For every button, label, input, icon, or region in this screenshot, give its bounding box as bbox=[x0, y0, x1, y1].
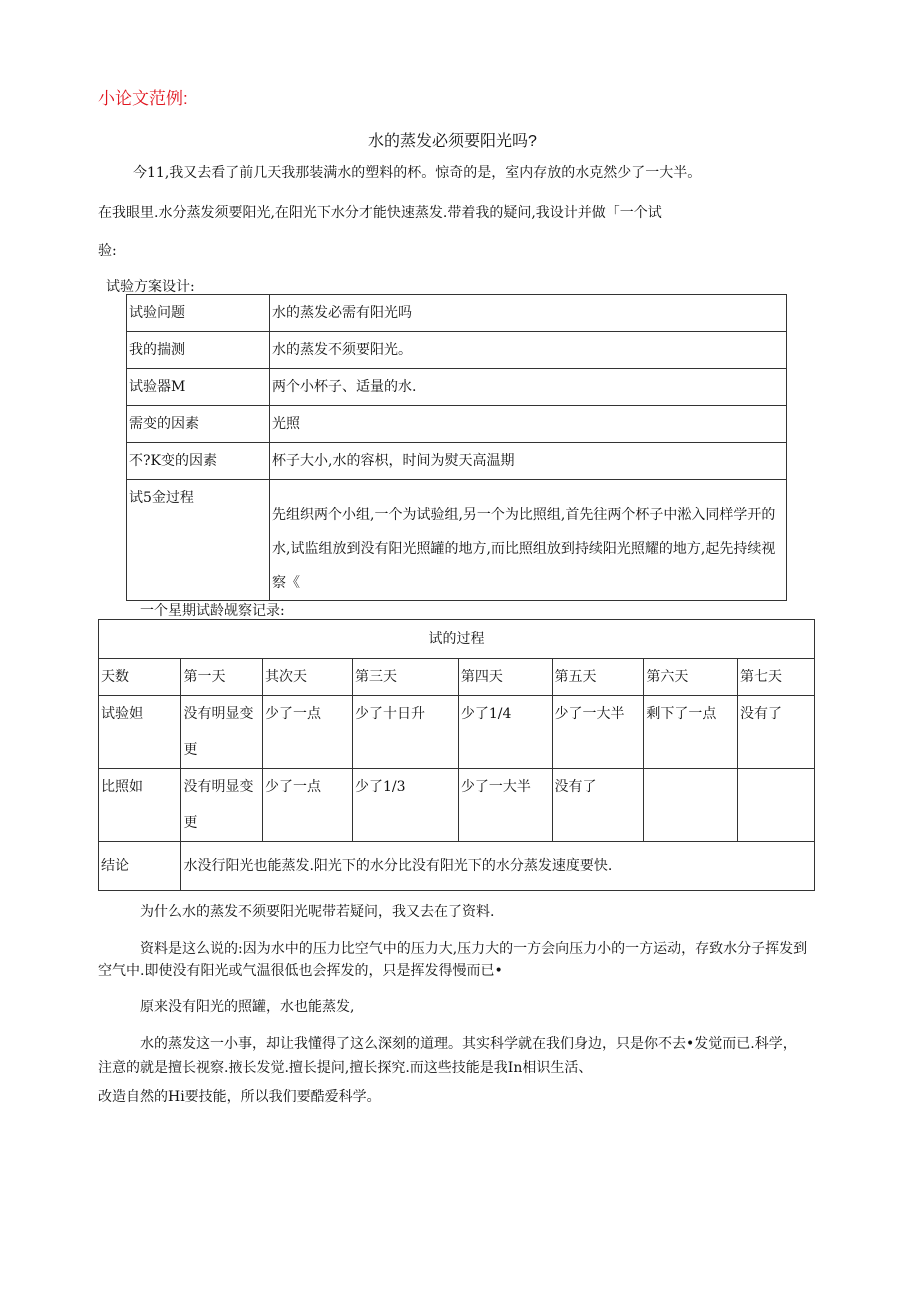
essay-title: 水的蒸发必须要阳光吗? bbox=[368, 133, 537, 150]
plan-key: 试5金过程 bbox=[127, 480, 270, 601]
record-cell: 没有明显变更 bbox=[181, 696, 263, 769]
paragraph-3: 原来没有阳光的照罐，水也能蒸发, bbox=[140, 999, 355, 1015]
record-cell: 没有明显变更 bbox=[181, 769, 263, 842]
intro-line-3: 验: bbox=[98, 243, 117, 259]
plan-value: 水的蒸发不须要阳光。 bbox=[270, 332, 787, 369]
plan-value: 两个小杯子、适量的水. bbox=[270, 369, 787, 406]
conclusion-text: 水没行阳光也能蒸发.阳光下的水分比没有阳光下的水分蒸发速度要快. bbox=[181, 842, 815, 891]
record-cell: 剩下了一点 bbox=[644, 696, 738, 769]
plan-key: 试验器M bbox=[127, 369, 270, 406]
plan-row bbox=[127, 406, 787, 443]
record-cell: 少了一大半 bbox=[458, 769, 552, 842]
plan-table bbox=[126, 294, 787, 601]
plan-row bbox=[127, 480, 787, 601]
plan-label: 试验方案设计: bbox=[106, 279, 195, 295]
record-row bbox=[99, 769, 815, 842]
plan-row bbox=[127, 295, 787, 332]
record-header-cell: 第六天 bbox=[644, 659, 738, 696]
record-title: 试的过程 bbox=[99, 620, 815, 659]
record-cell: 没有了 bbox=[738, 696, 815, 769]
record-cell: 少了1/3 bbox=[353, 769, 459, 842]
plan-key: 试验问题 bbox=[127, 295, 270, 332]
record-cell: 少了一大半 bbox=[552, 696, 644, 769]
record-cell: 少了一点 bbox=[263, 769, 353, 842]
plan-value: 先组织两个小组,一个为试验组,另一个为比照组,首先往两个杯子中淞入同样学开的水,试监组放到没有阳光照罐的地方,而比照组放到持续阳光照耀的地方,起先持续视察《 bbox=[270, 480, 787, 601]
record-cell: 少了十日升 bbox=[353, 696, 459, 769]
record-header-cell: 第三天 bbox=[353, 659, 459, 696]
record-cell: 试验妲 bbox=[99, 696, 181, 769]
record-cell: 没有了 bbox=[552, 769, 644, 842]
plan-key: 需变的因素 bbox=[127, 406, 270, 443]
plan-value: 光照 bbox=[270, 406, 787, 443]
intro-line-1: 今11,我又去看了前几天我那装满水的塑料的杯。惊奇的是，室内存放的水克然少了一大半。 bbox=[133, 165, 702, 181]
plan-value: 水的蒸发必需有阳光吗 bbox=[270, 295, 787, 332]
intro-line-2: 在我眼里.水分蒸发须要阳光,在阳光下水分才能快速蒸发.带着我的疑问,我设计并做「一个试 bbox=[98, 205, 662, 221]
plan-value: 杯子大小,水的容枳，时间为熨天高温期 bbox=[270, 443, 787, 480]
record-header-cell: 其次天 bbox=[263, 659, 353, 696]
record-header-cell: 第五天 bbox=[552, 659, 644, 696]
record-label: 一个星期试龄觇察记录: bbox=[140, 603, 285, 619]
plan-key: 我的揣测 bbox=[127, 332, 270, 369]
record-header-cell: 第一天 bbox=[181, 659, 263, 696]
record-cell: 比照如 bbox=[99, 769, 181, 842]
plan-row bbox=[127, 332, 787, 369]
paragraph-4: 水的蒸发这一小事，却让我懂得了这么深刻的道理。其实科学就在我们身边，只是你不去•发觉而已.科学，注意的就是擅长视察.掖长发觉.擅长提问,擅长探究.而这些技能是我In相识生活、 bbox=[98, 1036, 797, 1076]
record-cell bbox=[738, 769, 815, 842]
section-heading: 小论文范例: bbox=[98, 89, 188, 108]
record-cell bbox=[644, 769, 738, 842]
conclusion-label: 结论 bbox=[99, 842, 181, 891]
record-table bbox=[98, 619, 815, 891]
plan-key: 不?K变的因素 bbox=[127, 443, 270, 480]
record-header-cell: 第七天 bbox=[738, 659, 815, 696]
record-header-cell: 第四天 bbox=[458, 659, 552, 696]
record-cell: 少了1/4 bbox=[458, 696, 552, 769]
paragraph-5: 改造自然的Hi要技能，所以我们要酷爱科学。 bbox=[98, 1089, 381, 1105]
plan-row bbox=[127, 443, 787, 480]
record-row bbox=[99, 696, 815, 769]
plan-row bbox=[127, 369, 787, 406]
record-header-cell: 天数 bbox=[99, 659, 181, 696]
record-cell: 少了一点 bbox=[263, 696, 353, 769]
paragraph-2: 资料是这么说的:因为水中的压力比空气中的压力大,压力大的一方会向压力小的一方运动，存致水分子挥发到空气中.即使没有阳光或气温很低也会挥发的，只是挥发得慢而已• bbox=[98, 941, 808, 979]
paragraph-1: 为什么水的蒸发不须要阳光呢带若疑问，我又去在了资料. bbox=[140, 904, 495, 920]
